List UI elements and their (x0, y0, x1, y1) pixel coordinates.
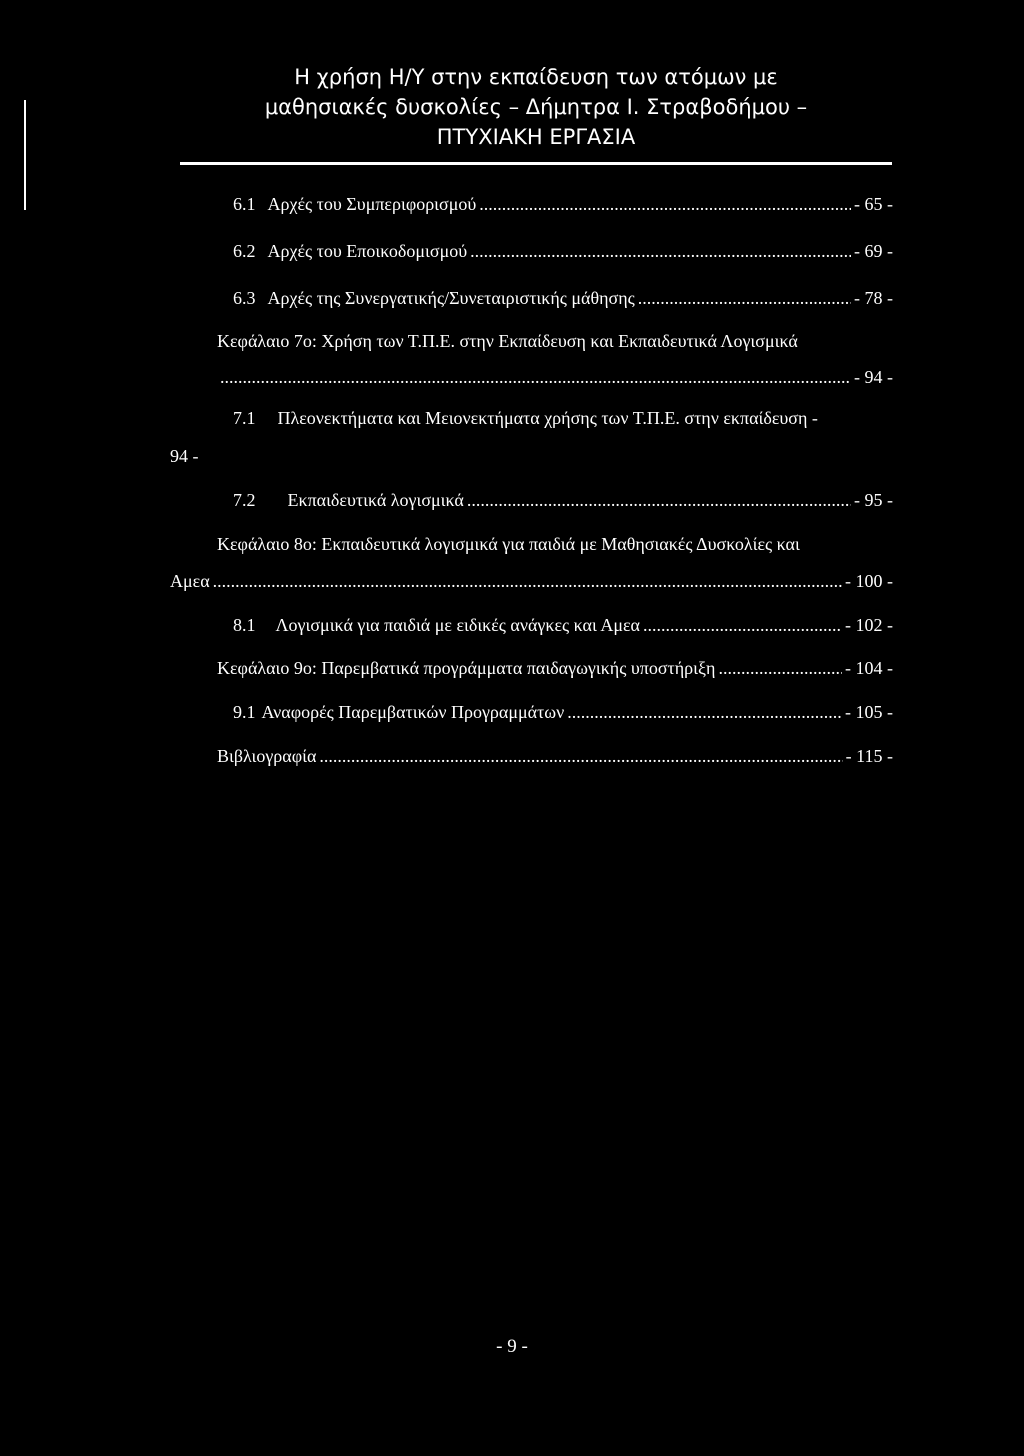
toc-page: - 100 - (845, 571, 893, 591)
toc-number: 7.2 (233, 490, 256, 510)
toc-page: - 94 - (854, 367, 893, 387)
toc-page: - 102 - (845, 615, 893, 635)
dot-leader (220, 367, 851, 388)
toc-number: 6.1 (233, 194, 256, 214)
toc-title: Αρχές του Συμπεριφορισμού (267, 194, 477, 214)
toc-title: Εκπαιδευτικά λογισμικά (287, 490, 464, 510)
toc-number: 9.1 (233, 702, 256, 722)
toc-title: Αναφορές Παρεμβατικών Προγραμμάτων (261, 702, 565, 722)
toc-page: - 115 - (845, 746, 893, 766)
dot-leader (479, 194, 851, 215)
toc-bibliography[interactable] (217, 746, 893, 767)
dot-leader (643, 615, 842, 636)
page-number: - 9 - (496, 1336, 528, 1357)
toc-number: 6.2 (233, 241, 256, 261)
toc-entry-6-2[interactable] (233, 241, 893, 262)
dot-leader (567, 702, 842, 723)
toc-number: 8.1 (233, 615, 256, 635)
toc-title: Βιβλιογραφία (217, 746, 317, 766)
dot-leader (467, 490, 851, 511)
toc-entry-6-1[interactable] (233, 194, 893, 215)
toc-number: 6.3 (233, 288, 256, 308)
toc-page: - 95 - (854, 490, 893, 510)
toc-entry-6-3[interactable] (233, 288, 893, 309)
toc-chapter-8-page-line (170, 571, 893, 592)
toc-page: - 69 - (854, 241, 893, 261)
toc-page: - 65 - (854, 194, 893, 214)
toc-entry-7-2[interactable] (233, 490, 893, 511)
header-line-3: ΠΤΥΧΙΑΚΗ ΕΡΓΑΣΙΑ (436, 125, 636, 149)
toc-chapter-9[interactable] (217, 658, 893, 679)
toc-entry-7-1[interactable] (233, 408, 818, 429)
dot-leader (319, 746, 842, 767)
header-rule (180, 162, 892, 165)
toc-chapter-7-title[interactable]: Κεφάλαιο 7ο: Χρήση των Τ.Π.Ε. στην Εκπαίδευση και Εκπαιδευτικά Λογισμικά (217, 331, 798, 351)
dot-leader (213, 571, 842, 592)
toc-page: - 78 - (854, 288, 893, 308)
header-line-2: μαθησιακές δυσκολίες – Δήμητρα Ι. Στραβοδήμου – (264, 95, 808, 119)
toc-title: Αρχές της Συνεργατικής/Συνεταιριστικής μάθησης (267, 288, 635, 308)
toc-title: Πλεονεκτήματα και Μειονεκτήματα χρήσης των Τ.Π.Ε. στην εκπαίδευση - (277, 408, 818, 428)
toc-chapter-8-title[interactable]: Κεφάλαιο 8ο: Εκπαιδευτικά λογισμικά για παιδιά με Μαθησιακές Δυσκολίες και (217, 534, 800, 554)
toc-title: Αρχές του Εποικοδομισμού (267, 241, 468, 261)
toc-page: - 104 - (845, 658, 893, 678)
toc-chapter-7-page-line (217, 367, 893, 388)
header-line-1: Η χρήση Η/Υ στην εκπαίδευση των ατόμων με (294, 65, 778, 89)
running-header (180, 62, 892, 152)
margin-rule (24, 100, 26, 210)
toc-entry-9-1[interactable] (233, 702, 893, 723)
dot-leader (470, 241, 851, 262)
toc-title: Κεφάλαιο 9ο: Παρεμβατικά προγράμματα παιδαγωγικής υποστήριξη (217, 658, 716, 678)
toc-title-continued: Αμεα (170, 571, 210, 591)
toc-entry-7-1-page: 94 - (170, 446, 199, 466)
toc-page: - 105 - (845, 702, 893, 722)
dot-leader (718, 658, 842, 679)
toc-number: 7.1 (233, 408, 256, 428)
toc-title: Λογισμικά για παιδιά με ειδικές ανάγκες και Αμεα (275, 615, 640, 635)
dot-leader (638, 288, 851, 309)
toc-entry-8-1[interactable] (233, 615, 893, 636)
